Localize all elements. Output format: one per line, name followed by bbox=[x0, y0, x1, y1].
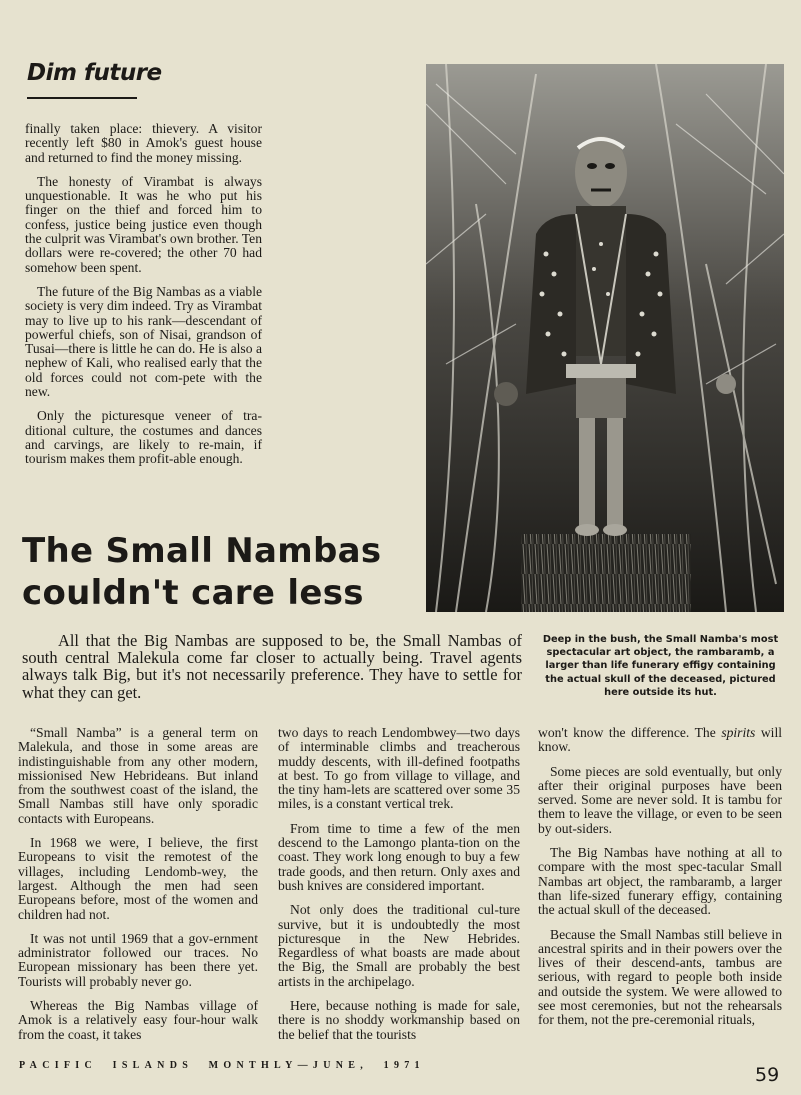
body-column-3 bbox=[538, 726, 782, 1038]
emphasis-spirits: spirits bbox=[721, 725, 756, 740]
funerary-effigy-photo bbox=[426, 64, 784, 612]
body-text: won't know the difference. The bbox=[538, 725, 722, 740]
intro-paragraph: Only the picturesque veneer of tra-ditional culture, the costumes and dances and carvings, are likely to re-main, if tourism makes them profit-able enough. bbox=[25, 408, 262, 467]
section-title-rule bbox=[27, 97, 137, 99]
body-paragraph: From time to time a few of the men descend to the Lamongo planta-tion on the coast. They work long enough to buy a few trade goods, and then return. Only axes and bush knives are considered important. bbox=[278, 820, 520, 893]
body-paragraph: In 1968 we were, I believe, the first Europeans to visit the remotest of the villages, including Lendomb-wey, the largest. Although the men had seen Europeans before, most of the women and children had not. bbox=[18, 835, 258, 922]
photo-caption: Deep in the bush, the Small Namba's most spectacular art object, the rambaramb, a larger than life funerary effigy containing the actual skull of the deceased, pictured here outside its hut. bbox=[542, 634, 779, 698]
headline-line-1: The Small Nambas bbox=[22, 531, 382, 571]
body-column-2 bbox=[278, 726, 520, 1052]
headline-line-2: couldn't care less bbox=[22, 573, 364, 613]
photo-illustration bbox=[426, 64, 784, 612]
body-paragraph: two days to reach Lendombwey—two days of interminable climbs and treacherous muddy descents, with ill-defined footpaths at best. To go from village to village, and the tiny ham-lets are scattered over some 35 miles, is a constant vertical trek. bbox=[278, 725, 520, 812]
body-paragraph: Some pieces are sold eventually, but only after their original purposes have been served. Some are never sold. It is tambu for them to leave the village, or even to be seen by out-siders. bbox=[538, 763, 782, 836]
intro-paragraph: The future of the Big Nambas as a viable society is very dim indeed. Try as Virambat may to live up to his rank—descendant of powerful chiefs, son of Nisai, grandson of Tusai—there is little he can do. He is also a nephew of Kali, who realised early that the old forces could not com-pete with the new. bbox=[25, 283, 262, 400]
body-paragraph bbox=[538, 726, 782, 755]
body-paragraph: Because the Small Nambas still believe in ancestral spirits and in their powers over the lives of their descend-ants, tambus are serious, with regard to people both inside and outside the system. We were allowed to see most ceremonies, but not the rehearsals for them, not the pre-ceremonial rituals, bbox=[538, 926, 782, 1028]
body-paragraph: The Big Nambas have nothing at all to compare with the most spec-tacular Small Nambas art object, the rambaramb, a larger than life-sized funerary effigy, containing the actual skull of the deceased. bbox=[538, 845, 782, 918]
article-headline bbox=[22, 530, 381, 614]
body-paragraph: Not only does the traditional cul-ture survive, but it is undoubtedly the most picturesque in the New Hebrides. Regardless of what boasts are made about the Big, the Small are probably the best artists in the archipelago. bbox=[278, 902, 520, 989]
body-paragraph: Whereas the Big Nambas village of Amok is a relatively easy four-hour walk from the coast, it takes bbox=[18, 998, 258, 1042]
intro-paragraph: The honesty of Virambat is always unquestionable. It was he who put his finger on the thief and forced him to confess, justice being justice even though the culprit was Virambat's own brother. Ten dollars were re-covered; the other 70 had somehow been spent. bbox=[25, 173, 262, 275]
publication-footer: PACIFIC ISLANDS MONTHLY—JUNE, 1971 bbox=[19, 1060, 425, 1071]
body-column-1 bbox=[18, 726, 258, 1052]
body-paragraph: It was not until 1969 that a gov-ernment administrator followed our traces. No European missionary has been there yet. Tourists will probably never go. bbox=[18, 930, 258, 989]
intro-paragraph: finally taken place: thievery. A visitor recently left $80 in Amok's guest house and returned to find the money missing. bbox=[25, 121, 262, 165]
intro-column bbox=[25, 122, 262, 477]
page-number: 59 bbox=[755, 1064, 780, 1086]
article-standfirst: All that the Big Nambas are supposed to be, the Small Nambas of south central Malekula come far closer to actually being. Travel agents always talk Big, but it's not necessarily preference. They have to settle for what they can get. bbox=[22, 631, 522, 702]
section-title: Dim future bbox=[27, 60, 162, 86]
body-paragraph: Here, because nothing is made for sale, there is no shoddy workmanship based on the belief that the tourists bbox=[278, 998, 520, 1042]
body-text: will know. bbox=[538, 725, 783, 755]
body-paragraph: “Small Namba” is a general term on Malekula, and those in some areas are indistinguishable from any other modern, missionised New Hebrideans. But inland from the southwest coast of the island, the Small Nambas still have only sporadic contacts with Europeans. bbox=[18, 725, 258, 826]
